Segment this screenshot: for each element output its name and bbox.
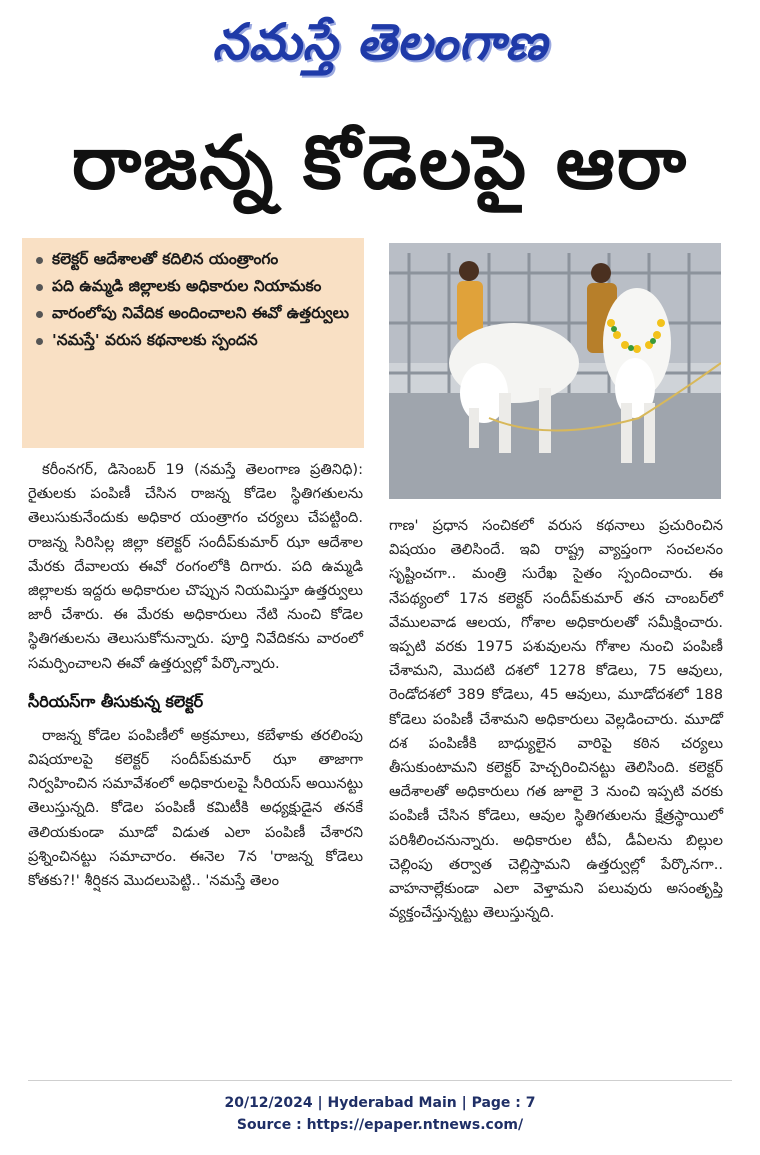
highlight-item: వారంలోపు నివేదిక అందించాలని ఈవో ఉత్తర్వులు [32,300,358,327]
article-subheading: సీరియస్‌గా తీసుకున్న కలెక్టర్ [28,691,204,711]
article-paragraph: రాజన్న కోడెల పంపిణీలో అక్రమాలు, కబేళాకు తరలింపు విషయాలపై కలెక్టర్ సందీప్‌కుమార్ ఝా తాజాగా నిర్వహించిన సమావేశంలో అధికారులపై సీరియస్ అయినట్టు తెలుస్తున్నది. కోడెల పంపిణీ కమిటీకి అధ్యక్షుడైన తనకే తెలియకుండా మూడో విడుత ఎలా పంపిణీ చేశారని ప్రశ్నించినట్టు సమాచారం. ఈనెల 7న 'రాజన్న కోడెలు కోతకు?!' శీర్షికన మొదలుపెట్టి.. 'నమస్తే తెలం [28,726,363,890]
highlight-item: కలెక్టర్ ఆదేశాలతో కదిలిన యంత్రాంగం [32,246,358,273]
article-paragraph: కరీంనగర్, డిసెంబర్ 19 (నమస్తే తెలంగాణ ప్రతినిధి): రైతులకు పంపిణీ చేసిన రాజన్న కోడెల స్థితిగతులను తెలుసుకునేందుకు అధికార యంత్రాగం చర్యలు చేపట్టింది. రాజన్న సిరిసిల్ల జిల్లా కలెక్టర్ సందీప్‌కుమార్ ఝా ఆదేశాల మేరకు దేవాలయ ఈవో రంగంలోకి దిగారు. పది ఉమ్మడి జిల్లాలకు ఇద్దరు అధికారుల చొప్పున నియమిస్తూ ఉత్తర్వులు జారీ చేశారు. ఈ మేరకు అధికారులు నేటి నుంచి కోడెల స్థితిగతులను తెలుసుకోనున్నారు. పూర్తి నివేదికను వారంలో సమర్పించాలని ఈవో ఉత్తర్వుల్లో పేర్కొన్నారు. [28,461,363,672]
footer-divider [28,1080,732,1081]
bulls-photo-illustration [389,243,721,499]
highlight-item: 'నమస్తే' వరుస కథనాలకు స్పందన [32,327,358,354]
footer [0,1092,760,1136]
highlights-box [22,238,364,448]
footer-source: Source : https://epaper.ntnews.com/ [236,1117,524,1133]
article-paragraph: గాణ' ప్రధాన సంచికలో వరుస కథనాలు ప్రచురించిన విషయం తెలిసిందే. ఇవి రాష్ట్ర వ్యాప్తంగా సంచలనం సృష్టించగా.. మంత్రి సురేఖ సైతం స్పందించారు. ఈ నేపథ్యంలో 17న కలెక్టర్ సందీప్‌కుమార్ తన చాంబర్‌లో వేములవాడ ఆలయ, గోశాల అధికారులతో సమీక్షించారు. ఇప్పటి వరకు 1975 పశువులను గోశాల నుంచి పంపిణీ చేశామని, మొదటి దశలో 1278 కోడెలు, 75 ఆవులు, రెండోదశలో 389 కోడెలు, 45 ఆవులు, మూడోదశలో 188 కోడెలు పంపిణీ చేశామని అధికారులు వెల్లడించారు. మూడో దశ పంపిణీకి బాధ్యులైన వారిపై కఠిన చర్యలు తీసుకుంటామని కలెక్టర్ హెచ్చరించినట్టు తెలిసింది. కలెక్టర్ ఆదేశాలతో అధికారులు గత జూలై 3 నుంచి ఇప్పటి వరకు పంపిణీ చేసిన కోడెలు, ఆవుల స్థితిగతులను క్షేత్రస్థాయిలో పరిశీలించనున్నారు. అధికారుల టీఏ, డీఏలను బిల్లుల చెల్లింపు తర్వాత చెల్లిస్తామని ఉత్తర్వుల్లో పేర్కొనగా.. వాహనాల్లేకుండా ఎలా వెళ్తామని పలువురు అసంతృప్తి వ్యక్తంచేస్తున్నట్టు తెలుస్తున్నది. [389,517,723,922]
masthead-title: నమస్తే తెలంగాణ [212,12,548,71]
article-column-right [389,514,723,925]
article-column-left [28,458,363,893]
footer-date-edition: 20/12/2024 | Hyderabad Main | Page : 7 [224,1095,536,1111]
highlight-item: పది ఉమ్మడి జిల్లాలకు అధికారుల నియామకం [32,273,358,300]
masthead [0,4,760,80]
headline: రాజన్న కోడెలపై ఆరా [71,120,689,206]
news-photo [389,243,721,499]
highlights-list [32,246,358,354]
